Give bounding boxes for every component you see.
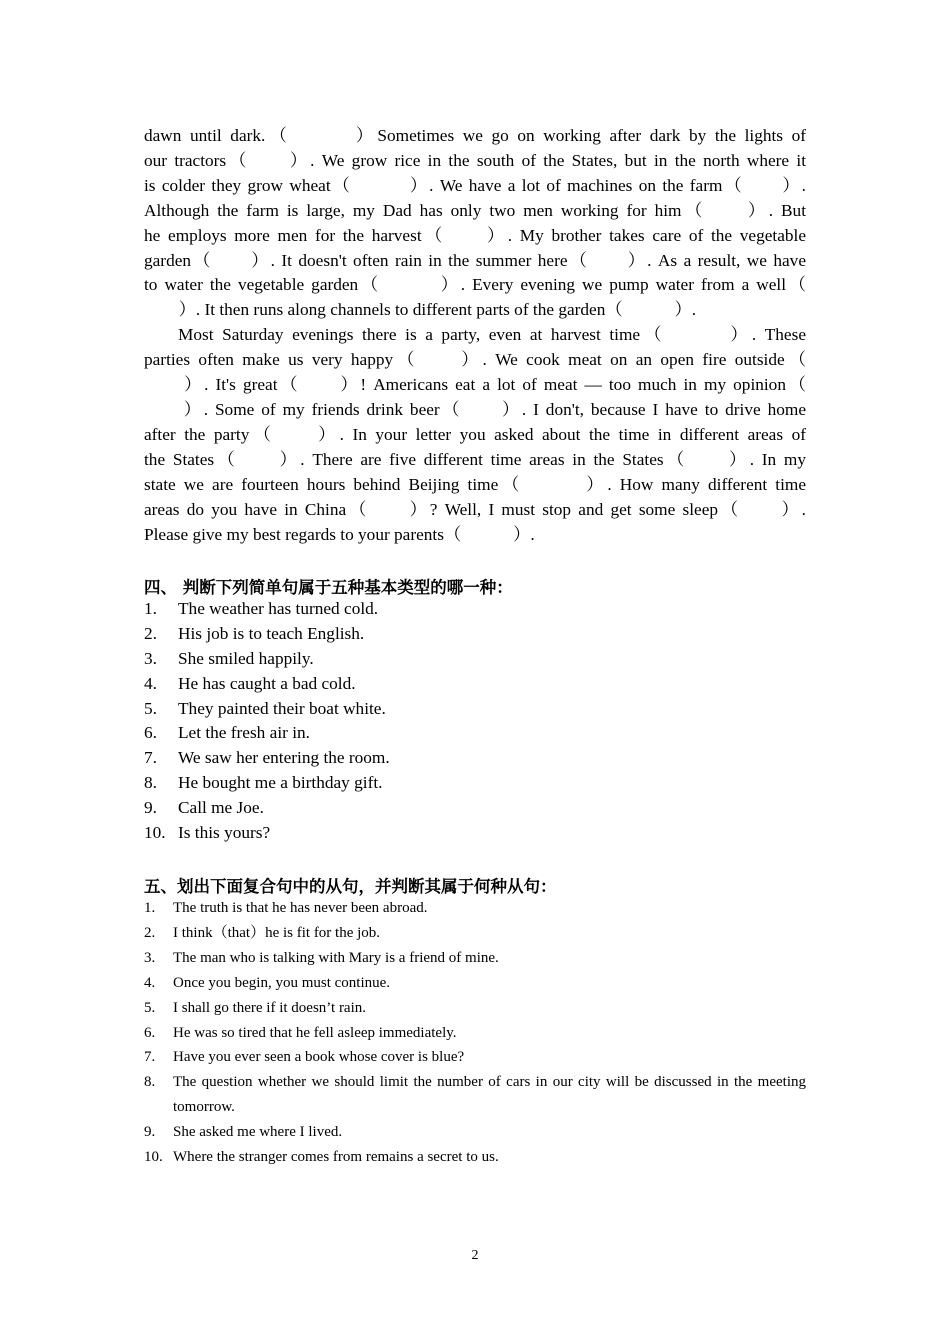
item-number: 6. [144,1024,156,1041]
item-number: 4. [144,974,156,991]
item-number: 5. [144,698,157,718]
list-item [144,1045,806,1070]
item-text: He bought me a birthday gift. [178,773,383,793]
list-item [144,647,806,672]
passage-line: parties often make us very happy（ ）. We cook meat on an open fire outside（ [144,350,806,370]
item-number: 5. [144,999,156,1016]
list-item [144,746,806,771]
item-number: 10. [144,823,166,843]
item-number: 3. [144,949,156,966]
list-item [144,996,806,1021]
item-number: 9. [144,798,157,818]
item-number: 6. [144,723,157,743]
list-item [144,1120,806,1145]
item-number: 2. [144,924,156,941]
item-number: 9. [144,1124,156,1141]
item-text: The truth is that he has never been abroad. [173,900,428,916]
item-text: He was so tired that he fell asleep immediately. [173,1024,457,1041]
passage-line: after the party（ ）. In your letter you asked about the time in different areas of [144,424,806,444]
passage-line: garden（ ）. It doesn't often rain in the summer here（ ）. As a result, we have [144,250,806,270]
list-item [144,1070,806,1120]
item-text: The weather has turned cold. [178,599,379,618]
passage-line: dawn until dark.（ ）Sometimes we go on working after dark by the lights of [144,126,806,145]
list-item [144,1145,806,1170]
list-item [144,721,806,746]
item-text: She asked me where I lived. [173,1124,343,1141]
item-number: 7. [144,748,157,768]
item-number: 7. [144,1049,156,1066]
item-number: 8. [144,773,157,793]
list-item [144,597,806,622]
item-text: His job is to teach English. [178,623,365,643]
item-text: We saw her entering the room. [178,748,390,768]
passage-line: areas do you have in China（ ）? Well, I must stop and get some sleep（ ）. [144,499,806,519]
passage-line: Although the farm is large, my Dad has only two men working for him（ ）. But [144,200,806,220]
item-text: He has caught a bad cold. [178,673,356,693]
list-item [144,896,806,921]
item-text: Call me Joe. [178,798,264,818]
passage-line: our tractors（ ）. We grow rice in the south of the States, but in the north where it [144,150,806,170]
list-item [144,622,806,647]
passage-line: he employs more men for the harvest（ ）. My brother takes care of the vegetable [144,225,806,245]
item-text: They painted their boat white. [178,698,386,718]
passage-line: the States（ ）. There are five different time areas in the States（ ）. In my [144,449,806,469]
item-number: 3. [144,648,157,668]
passage-line: to water the vegetable garden（ ）. Every evening we pump water from a well（ [144,275,806,295]
item-number: 2. [144,623,157,643]
list-item [144,921,806,946]
section-5-heading: 五、划出下面复合句中的从句，并判断其属于何种从句： [144,877,557,896]
passage-line: Most Saturday evenings there is a party, even at harvest time（ ）. These [178,325,806,345]
passage-paragraph [144,124,806,547]
passage-line: Please give my best regards to your parents（ ）. [144,524,535,544]
item-number: 1. [144,900,156,916]
section-4-heading: 四、 判断下列简单句属于五种基本类型的哪一种： [144,578,513,597]
list-item [144,946,806,971]
item-text: The man who is talking with Mary is a friend of mine. [173,949,499,966]
list-item [144,1021,806,1046]
page-number: 2 [471,1248,479,1263]
item-number: 4. [144,673,157,693]
list-item [144,796,806,821]
item-number: 8. [144,1074,156,1091]
list-item [144,971,806,996]
item-text: Let the fresh air in. [178,723,310,743]
item-text: I shall go there if it doesn’t rain. [173,999,367,1016]
item-text: Have you ever seen a book whose cover is blue? [173,1049,465,1066]
passage-line: ）. It's great（ ）! Americans eat a lot of meat — too much in my opinion（ [144,375,806,395]
item-number: 10. [144,1149,163,1166]
list-item [144,672,806,697]
passage-line: is colder they grow wheat（ ）. We have a lot of machines on the farm（ ）. [144,175,806,195]
item-text: Is this yours? [178,823,271,843]
passage-line: ）. Some of my friends drink beer（ ）. I don't, because I have to drive home [144,399,806,419]
item-text: I think（that）he is fit for the job. [173,924,381,941]
passage-line: ）. It then runs along channels to different parts of the garden（ ）. [144,300,697,320]
list-item [144,771,806,796]
list-item [144,821,806,846]
list-item [144,697,806,722]
item-text: Where the stranger comes from remains a secret to us. [173,1149,499,1166]
passage-line: state we are fourteen hours behind Beijing time（ ）. How many different time [144,474,806,494]
item-text: The question whether we should limit the number of cars in our city will be discussed in the meeting tomorrow. [173,1074,806,1116]
section-5-list [144,896,806,1170]
item-text: Once you begin, you must continue. [173,974,391,991]
section-4-list [144,597,806,846]
item-number: 1. [144,599,157,618]
item-text: She smiled happily. [178,648,314,668]
